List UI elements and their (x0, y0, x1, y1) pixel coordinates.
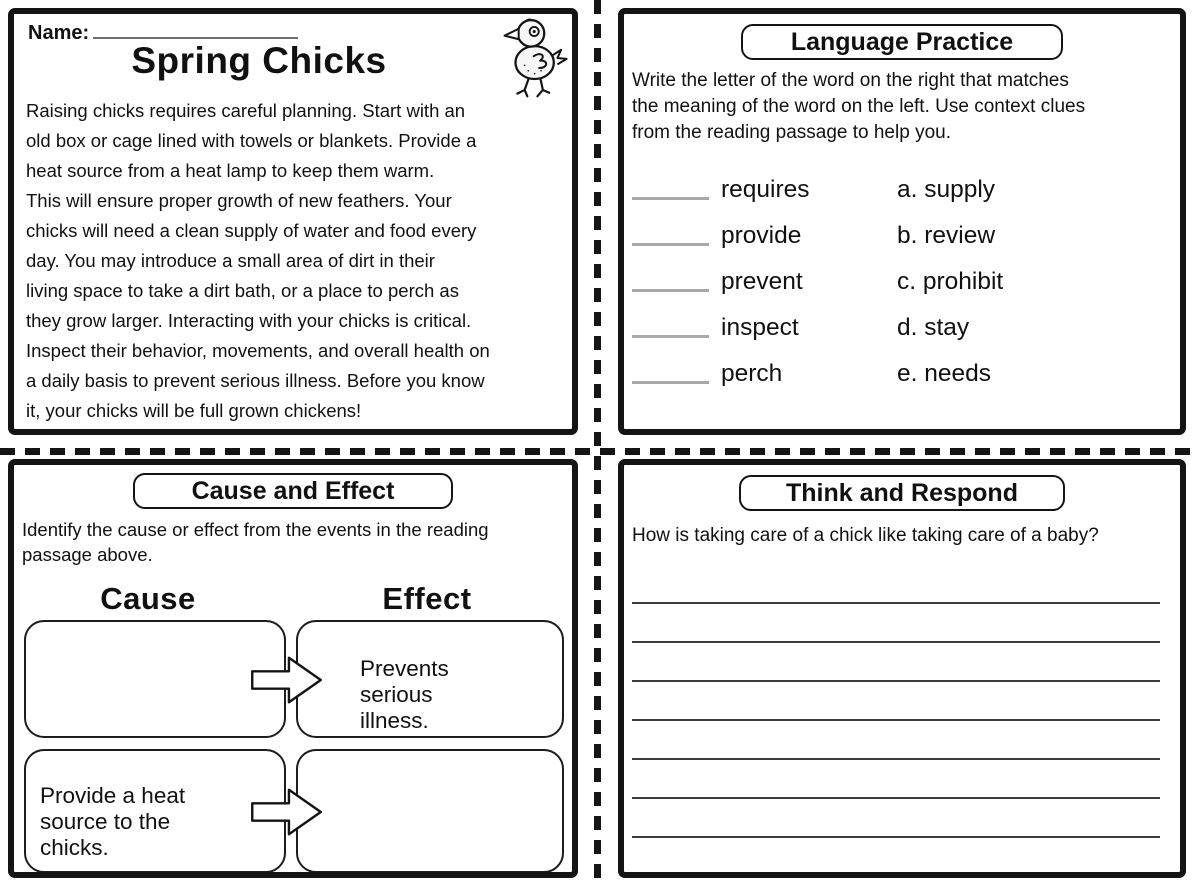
passage-line: they grow larger. Interacting with your chicks is critical. (26, 310, 472, 331)
section-title-box (741, 24, 1063, 60)
match-option: e. needs (897, 360, 991, 387)
section-title-box (739, 475, 1065, 511)
match-word: requires (721, 176, 810, 203)
match-word: inspect (721, 314, 799, 341)
section-title-box (133, 473, 453, 509)
passage-line: chicks will need a clean supply of water and food every (26, 220, 477, 241)
passage-line: day. You may introduce a small area of dirt in their (26, 250, 435, 271)
cause-effect-instructions (22, 517, 572, 567)
passage-line: it, your chicks will be full grown chickens! (26, 400, 362, 421)
passage-line: a daily basis to prevent serious illness. Before you know (26, 370, 485, 391)
name-blank-line[interactable] (93, 23, 298, 39)
instruction-line: from the reading passage to help you. (632, 122, 951, 143)
reading-passage-panel (8, 8, 578, 435)
match-word: provide (721, 222, 802, 249)
block-arrow-right-icon (250, 652, 324, 713)
cause-effect-panel (8, 459, 578, 878)
answer-blank-line[interactable] (632, 243, 709, 246)
passage-title: Spring Chicks (131, 40, 387, 81)
passage-line: This will ensure proper growth of new feathers. Your (26, 190, 452, 211)
match-row (632, 314, 1180, 343)
organizer-headers (14, 581, 572, 617)
answer-blank-line[interactable] (632, 289, 709, 292)
writing-line[interactable] (632, 721, 1160, 760)
section-title: Think and Respond (786, 479, 1018, 507)
respond-question: How is taking care of a chick like taking care of a baby? (632, 525, 1099, 546)
effect-text: Prevents serious illness. (360, 656, 449, 733)
passage-line: living space to take a dirt bath, or a place to perch as (26, 280, 459, 301)
writing-line[interactable] (632, 760, 1160, 799)
cause-text: Provide a heat source to the chicks. (40, 783, 186, 860)
cause-header: Cause (100, 581, 196, 616)
cause-effect-grid (24, 620, 564, 873)
language-practice-instructions (632, 68, 1180, 146)
instruction-line: the meaning of the word on the left. Use context clues (632, 96, 1086, 117)
horizontal-cut-dashed-line (0, 448, 1200, 455)
match-row (632, 222, 1180, 251)
match-word: prevent (721, 268, 803, 295)
instruction-line: Identify the cause or effect from the events in the reading (22, 519, 489, 540)
passage-line: Inspect their behavior, movements, and overall health on (26, 340, 490, 361)
writing-line[interactable] (632, 547, 1160, 604)
passage-line: heat source from a heat lamp to keep them warm. (26, 160, 435, 181)
passage-line: Raising chicks requires careful planning. Start with an (26, 100, 466, 121)
chick-icon (494, 16, 568, 105)
effect-box (296, 620, 564, 738)
name-label: Name: (28, 22, 90, 44)
match-option: d. stay (897, 314, 970, 341)
passage-text (26, 96, 568, 426)
language-practice-panel (618, 8, 1186, 435)
cause-box (24, 749, 286, 873)
vertical-cut-dashed-line (594, 0, 601, 886)
think-respond-panel (618, 459, 1186, 878)
match-option: c. prohibit (897, 268, 1004, 295)
match-option: b. review (897, 222, 996, 249)
matching-exercise (632, 176, 1180, 389)
match-option: a. supply (897, 176, 996, 203)
answer-blank-line[interactable] (632, 381, 709, 384)
writing-line[interactable] (632, 682, 1160, 721)
instruction-line: passage above. (22, 544, 153, 565)
writing-line[interactable] (632, 643, 1160, 682)
writing-line[interactable] (632, 604, 1160, 643)
match-row (632, 268, 1180, 297)
answer-blank-line[interactable] (632, 335, 709, 338)
match-row (632, 176, 1180, 205)
block-arrow-right-icon (250, 784, 324, 845)
section-title: Language Practice (790, 28, 1014, 56)
section-title: Cause and Effect (191, 477, 395, 505)
instruction-line: Write the letter of the word on the right that matches (632, 70, 1069, 91)
effect-header: Effect (382, 581, 472, 616)
effect-box-empty[interactable] (296, 749, 564, 873)
passage-line: old box or cage lined with towels or blankets. Provide a (26, 130, 477, 151)
writing-line[interactable] (632, 799, 1160, 838)
match-row (632, 360, 1180, 389)
match-word: perch (721, 360, 783, 387)
cause-box-empty[interactable] (24, 620, 286, 738)
answer-blank-line[interactable] (632, 197, 709, 200)
writing-lines-container (632, 547, 1160, 838)
